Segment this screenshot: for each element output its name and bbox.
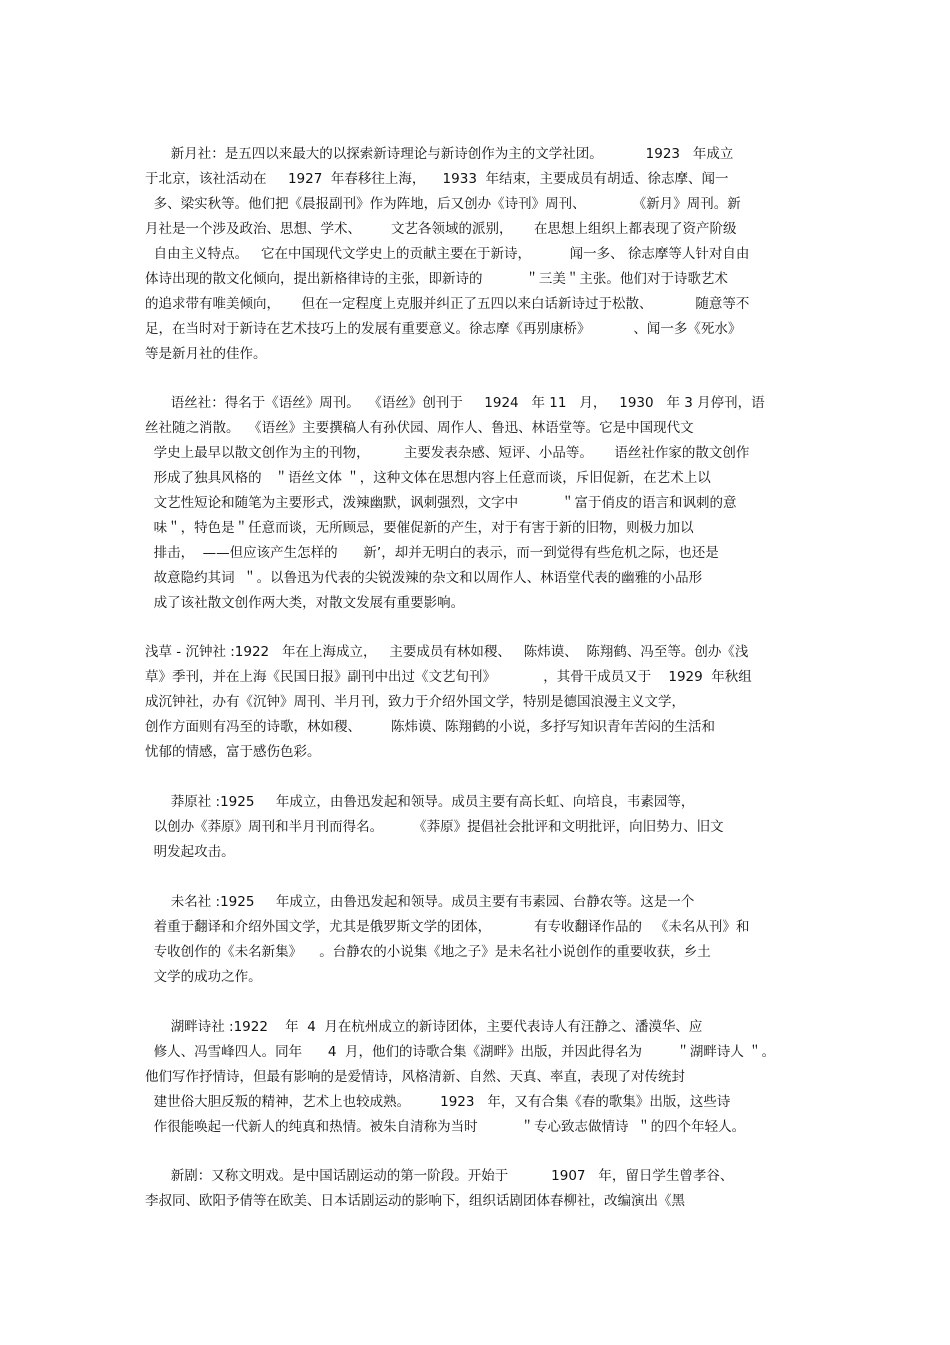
text-line: 着重于翻译和介绍外国文学，尤其是俄罗斯文学的团体， 有专收翻译作品的 《未名从刊》和 xyxy=(145,919,750,935)
text-line: 浅草 - 沉钟社 :1922 年在上海成立， 主要成员有林如稷、 陈炜谟、 陈翔鹤、冯至等。创办《浅 xyxy=(145,644,749,660)
text-line: 新月社：是五四以来最大的以探索新诗理论与新诗创作为主的文学社团。 1923 年成立 xyxy=(145,146,734,162)
text-line: 文艺性短论和随笔为主要形式，泼辣幽默，讽刺强烈，文字中 ＂富于俏皮的语言和讽刺的意 xyxy=(145,495,737,511)
text-line: 李叔同、欧阳予倩等在欧美、日本话剧运动的影响下，组织话剧团体春柳社，改编演出《黑 xyxy=(145,1193,685,1209)
text-line: 味＂，特色是＂任意而谈，无所顾忌，要催促新的产生，对于有害于新的旧物，则极力加以 xyxy=(145,520,694,536)
text-line: 丝社随之消散。 《语丝》主要撰稿人有孙伏园、周作人、鲁迅、林语堂等。它是中国现代文 xyxy=(145,420,694,436)
text-line: 故意隐约其词 ＂。以鲁迅为代表的尖锐泼辣的杂文和以周作人、林语堂代表的幽雅的小品形 xyxy=(145,570,703,586)
text-line: 建世俗大胆反叛的精神，艺术上也较成熟。 1923 年，又有合集《春的歌集》出版，这些诗 xyxy=(145,1094,731,1110)
text-line: 足，在当时对于新诗在艺术技巧上的发展有重要意义。徐志摩《再别康桥》 、闻一多《死水》 xyxy=(145,321,742,337)
text-line: 以创办《莽原》周刊和半月刊而得名。 《莽原》提倡社会批评和文明批评，向旧势力、旧文 xyxy=(145,819,724,835)
text-line: 成沉钟社，办有《沉钟》周刊、半月刊，致力于介绍外国文学，特别是德国浪漫主义文学， xyxy=(145,694,685,710)
text-line: 专收创作的《未名新集》 。台静农的小说集《地之子》是未名社小说创作的重要收获，乡土 xyxy=(145,944,711,960)
text-line: 文学的成功之作。 xyxy=(145,969,262,985)
text-line: 等是新月社的佳作。 xyxy=(145,346,267,362)
text-line: 的追求带有唯美倾向， 但在一定程度上克服并纠正了五四以来白话新诗过于松散、 随意等不 xyxy=(145,296,750,312)
text-line: 于北京，该社活动在 1927 年春移往上海， 1933 年结束，主要成员有胡适、徐志摩、闻一 xyxy=(145,171,729,187)
text-line: 形成了独具风格的 ＂语丝文体 ＂，这种文体在思想内容上任意而谈，斥旧促新，在艺术上以 xyxy=(145,470,711,486)
text-line: 创作方面则有冯至的诗歌，林如稷、 陈炜谟、陈翔鹤的小说，多抒写知识青年苦闷的生活和 xyxy=(145,719,716,735)
text-line: 排击， ——但应该产生怎样的 新’，却并无明白的表示，而一到觉得有些危机之际，也还是 xyxy=(145,545,719,561)
text-line: 成了该社散文创作两大类，对散文发展有重要影响。 xyxy=(145,595,465,611)
text-line: 修人、冯雪峰四人。同年 4 月，他们的诗歌合集《湖畔》出版，并因此得名为 ＂湖畔诗人 ＂。 xyxy=(145,1044,776,1060)
text-line: 作很能唤起一代新人的纯真和热情。被朱自清称为当时 ＂专心致志做情诗 ＂的四个年轻人。 xyxy=(145,1119,746,1135)
text-line: 莽原社 :1925 年成立，由鲁迅发起和领导。成员主要有高长虹、向培良，韦素园等， xyxy=(145,794,695,810)
text-line: 多、梁实秋等。他们把《晨报副刊》作为阵地，后又创办《诗刊》周刊、 《新月》周刊。新 xyxy=(145,196,741,212)
text-line: 明发起攻击。 xyxy=(145,844,235,860)
text-line: 自由主义特点。 它在中国现代文学史上的贡献主要在于新诗， 闻一多、 徐志摩等人针对自由 xyxy=(145,246,750,262)
text-line: 新剧：又称文明戏。是中国话剧运动的第一阶段。开始于 1907 年，留日学生曾孝谷、 xyxy=(145,1168,734,1184)
text-line: 学史上最早以散文创作为主的刊物， 主要发表杂感、短评、小品等。 语丝社作家的散文创作 xyxy=(145,445,750,461)
text-line: 体诗出现的散文化倾向，提出新格律诗的主张，即新诗的 ＂三美＂主张。他们对于诗歌艺术 xyxy=(145,271,728,287)
text-line: 草》季刊，并在上海《民国日报》副刊中出过《文艺旬刊》 ，其骨干成员又于 1929 年秋组 xyxy=(145,669,752,685)
text-line: 忧郁的情感，富于感伤色彩。 xyxy=(145,744,321,760)
text-line: 未名社 :1925 年成立，由鲁迅发起和领导。成员主要有韦素园、台静农等。这是一个 xyxy=(145,894,695,910)
text-line: 湖畔诗社 :1922 年 4 月在杭州成立的新诗团体，主要代表诗人有汪静之、潘漠华、应 xyxy=(145,1019,703,1035)
text-line: 他们写作抒情诗，但最有影响的是爱情诗，风格清新、自然、天真、率直，表现了对传统封 xyxy=(145,1069,685,1085)
text-line: 月社是一个涉及政治、思想、学术、 文艺各领域的派别， 在思想上组织上都表现了资产阶级 xyxy=(145,221,737,237)
text-line: 语丝社：得名于《语丝》周刊。 《语丝》创刊于 1924 年 11 月， 1930 年 3 月停刊，语 xyxy=(145,395,765,411)
